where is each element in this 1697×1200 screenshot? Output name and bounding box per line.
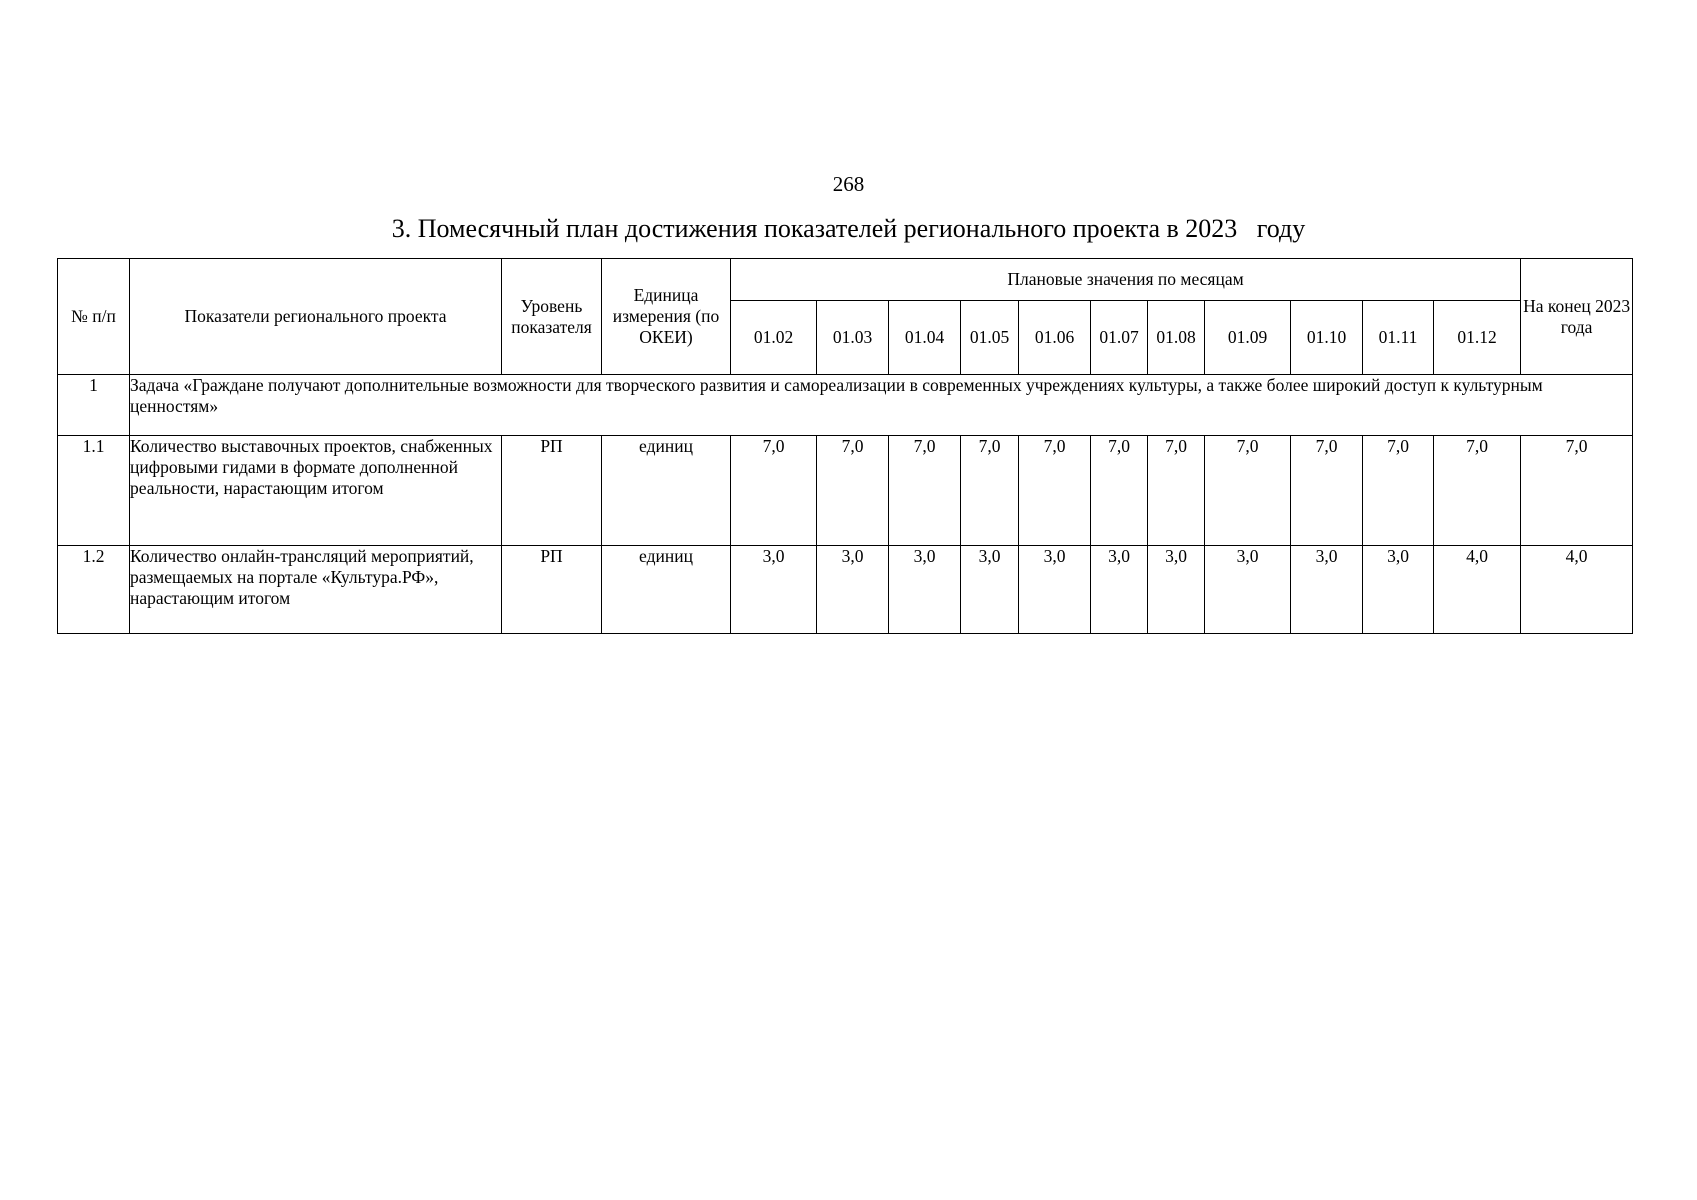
header-month: 01.02 bbox=[731, 301, 817, 375]
header-month: 01.10 bbox=[1291, 301, 1363, 375]
month-value: 3,0 bbox=[961, 546, 1019, 634]
month-value: 3,0 bbox=[889, 546, 961, 634]
header-month: 01.05 bbox=[961, 301, 1019, 375]
table-row bbox=[58, 546, 1633, 634]
header-row-top bbox=[58, 259, 1633, 301]
header-month: 01.04 bbox=[889, 301, 961, 375]
task-row bbox=[58, 375, 1633, 436]
header-indicators: Показатели регионального проекта bbox=[130, 259, 502, 375]
header-month: 01.11 bbox=[1363, 301, 1434, 375]
header-month: 01.06 bbox=[1019, 301, 1091, 375]
month-value: 3,0 bbox=[1148, 546, 1205, 634]
task-description: Задача «Граждане получают дополнительные возможности для творческого развития и самореализации в современных учреждениях культуры, а также более широкий доступ к культурным ценностям» bbox=[130, 375, 1633, 436]
month-value: 7,0 bbox=[1434, 436, 1521, 546]
page-number: 268 bbox=[832, 172, 865, 196]
table-row bbox=[58, 436, 1633, 546]
month-value: 7,0 bbox=[889, 436, 961, 546]
header-month: 01.08 bbox=[1148, 301, 1205, 375]
header-level: Уровень показателя bbox=[502, 259, 602, 375]
row-number: 1.2 bbox=[58, 546, 130, 634]
month-value: 3,0 bbox=[1363, 546, 1434, 634]
page-title: 3. Помесячный план достижения показателей регионального проекта в 2023 году bbox=[391, 214, 1306, 243]
month-value: 7,0 bbox=[1091, 436, 1148, 546]
indicator-name: Количество онлайн-трансляций мероприятий, размещаемых на портале «Культура.РФ», нарастающим итогом bbox=[130, 546, 502, 634]
month-value: 7,0 bbox=[731, 436, 817, 546]
indicator-unit: единиц bbox=[602, 546, 731, 634]
task-number: 1 bbox=[58, 375, 130, 436]
indicator-unit: единиц bbox=[602, 436, 731, 546]
header-month: 01.09 bbox=[1205, 301, 1291, 375]
month-value: 7,0 bbox=[961, 436, 1019, 546]
month-value: 3,0 bbox=[1091, 546, 1148, 634]
header-month: 01.03 bbox=[817, 301, 889, 375]
indicator-level: РП bbox=[502, 546, 602, 634]
month-value: 7,0 bbox=[1019, 436, 1091, 546]
month-value: 4,0 bbox=[1434, 546, 1521, 634]
month-value: 3,0 bbox=[1205, 546, 1291, 634]
end-of-year-value: 4,0 bbox=[1521, 546, 1633, 634]
header-end-of-year: На конец 2023 года bbox=[1521, 259, 1633, 375]
indicator-name: Количество выставочных проектов, снабженных цифровыми гидами в формате дополненной реальности, нарастающим итогом bbox=[130, 436, 502, 546]
month-value: 3,0 bbox=[817, 546, 889, 634]
month-value: 3,0 bbox=[731, 546, 817, 634]
indicator-level: РП bbox=[502, 436, 602, 546]
month-value: 7,0 bbox=[1148, 436, 1205, 546]
month-value: 7,0 bbox=[1291, 436, 1363, 546]
monthly-plan-table bbox=[57, 258, 1633, 634]
month-value: 7,0 bbox=[1205, 436, 1291, 546]
row-number: 1.1 bbox=[58, 436, 130, 546]
header-planned-values: Плановые значения по месяцам bbox=[731, 259, 1521, 301]
header-month: 01.07 bbox=[1091, 301, 1148, 375]
month-value: 7,0 bbox=[1363, 436, 1434, 546]
header-num: № п/п bbox=[58, 259, 130, 375]
end-of-year-value: 7,0 bbox=[1521, 436, 1633, 546]
month-value: 3,0 bbox=[1019, 546, 1091, 634]
header-month: 01.12 bbox=[1434, 301, 1521, 375]
month-value: 3,0 bbox=[1291, 546, 1363, 634]
month-value: 7,0 bbox=[817, 436, 889, 546]
header-unit: Единица измерения (по ОКЕИ) bbox=[602, 259, 731, 375]
